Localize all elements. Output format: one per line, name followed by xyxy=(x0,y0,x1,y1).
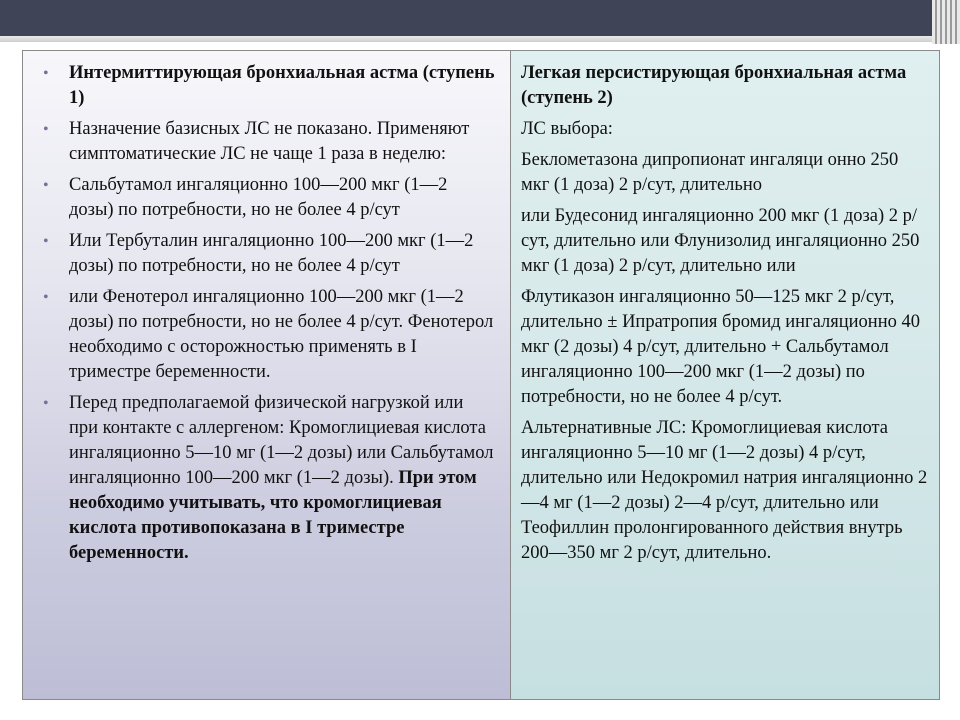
right-paragraph: ЛС выбора: xyxy=(521,119,613,139)
bullet-icon: • xyxy=(43,65,49,82)
corner-stripes-decoration xyxy=(932,0,960,44)
bullet-icon: • xyxy=(43,177,49,194)
bullet-icon: • xyxy=(43,233,49,250)
bullet-icon: • xyxy=(43,289,49,306)
bullet-text: Перед предполагаемой физической нагрузкой или при контакте с аллергеном: Кромоглициевая кислота ингаляционно 5—10 мг (1—2 дозы) или Сальбутамол ингаляционно 100—200 мкг (1—2 дозы). xyxy=(69,393,494,488)
right-paragraph: Беклометазона дипропионат ингаляци онно 250 мкг (1 доза) 2 р/сут, длительно xyxy=(521,150,899,195)
bullet-icon: • xyxy=(43,121,49,138)
right-paragraph: Альтернативные ЛС: Кромоглициевая кислота ингаляционно 5—10 мг (1—2 дозы) 4 р/сут, длительно или Недокромил натрия ингаляционно 2—4 мг (1—2 дозы) 2—4 р/сут, длительно или Теофиллин пролонгированного действия внутрь 200—350 мг 2 р/сут, длительно. xyxy=(521,418,928,563)
right-column xyxy=(511,51,939,699)
bullet-item xyxy=(43,391,496,566)
right-paragraph: или Будесонид ингаляционно 200 мкг (1 доза) 2 р/сут, длительно или Флунизолид ингаляционно 250 мкг (1 доза) 2 р/сут, длительно или xyxy=(521,206,920,276)
bullet-item xyxy=(43,117,496,167)
bullet-text: Сальбутамол ингаляционно 100—200 мкг (1—2 дозы) по потребности, но не более 4 р/сут xyxy=(69,175,448,220)
bullet-item xyxy=(43,285,496,385)
bullet-item xyxy=(43,61,496,111)
slide-top-bar xyxy=(0,0,960,36)
bullet-text: Интермиттирующая бронхиальная астма (ступень 1) xyxy=(69,63,495,108)
slide-top-divider xyxy=(0,36,960,42)
two-column-table xyxy=(22,50,940,700)
bullet-item xyxy=(43,229,496,279)
right-heading: Легкая персистирующая бронхиальная астма (ступень 2) xyxy=(521,63,907,108)
bullet-text: или Фенотерол ингаляционно 100—200 мкг (1—2 дозы) по потребности, но не более 4 р/сут. Фенотерол необходимо с осторожностью применять в I триместре беременности. xyxy=(69,287,494,382)
bullet-icon: • xyxy=(43,395,49,412)
left-column xyxy=(23,51,511,699)
left-bullet-list xyxy=(43,61,496,566)
bullet-item xyxy=(43,173,496,223)
right-paragraph: Флутиказон ингаляционно 50—125 мкг 2 р/сут, длительно ± Ипратропия бромид ингаляционно 40 мкг (2 дозы) 4 р/сут, длительно + Сальбутамол ингаляционно 100—200 мкг (1—2 дозы) по потребности, но не более 4 р/сут. xyxy=(521,287,920,407)
bullet-text: Назначение базисных ЛС не показано. Применяют симптоматические ЛС не чаще 1 раза в неделю: xyxy=(69,119,470,164)
bullet-text: Или Тербуталин ингаляционно 100—200 мкг (1—2 дозы) по потребности, но не более 4 р/сут xyxy=(69,231,474,276)
bullet-warning-text: При этом необходимо учитывать, что кромоглициевая кислота противопоказана в I триместре беременности. xyxy=(69,468,477,563)
